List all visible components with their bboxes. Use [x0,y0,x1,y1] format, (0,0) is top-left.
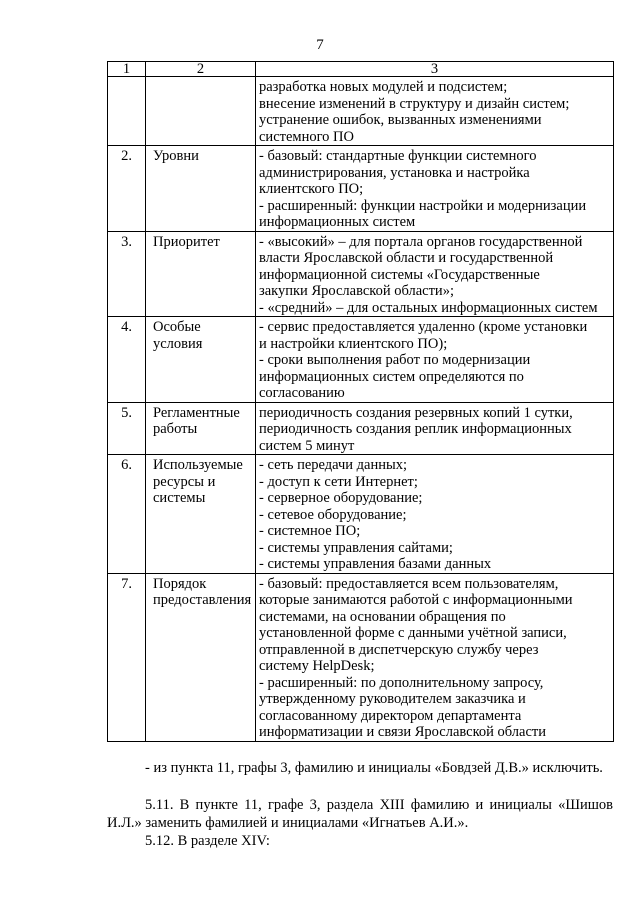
row-description-line: - «средний» – для остальных информационных систем [259,299,598,316]
row-description-cell [256,455,614,574]
table-row [108,573,614,741]
header-cell-1: 1 [108,62,146,77]
row-name-cell [146,573,256,741]
table-row [108,77,614,146]
row-description-line: - сервис предоставляется удаленно (кроме установки [259,319,588,335]
table-row [108,317,614,403]
row-name-line: Приоритет [153,233,220,250]
row-description-line: системами, на основании обращения по [259,608,506,625]
row-description-line: администрирования, установка и настройка [259,164,530,181]
row-description-line: периодичность создания реплик информационных [259,421,572,437]
row-number-cell: 3. [108,231,146,317]
row-description-line: устранение ошибок, вызванных изменениями [259,112,542,128]
table-row [108,402,614,455]
row-number-cell: 6. [108,455,146,574]
row-description-line: закупки Ярославской области»; [259,283,454,299]
row-description-line: власти Ярославской области и государственной [259,250,554,266]
row-name-line: Уровни [153,148,199,164]
row-description-line: - базовый: стандартные функции системного [259,148,537,164]
row-number-cell: 2. [108,146,146,232]
row-description-line: - «высокий» – для портала органов государственной [259,233,583,250]
row-description-line: - сеть передачи данных; [259,457,408,473]
row-name-line: предоставления [153,592,252,608]
row-description-line: информационных систем определяются по [259,368,524,385]
page-number: 7 [316,37,324,53]
row-description-cell [256,146,614,232]
row-number-cell: 5. [108,402,146,455]
header-cell-3: 3 [256,62,614,77]
row-name-line: Регламентные [153,404,240,421]
services-table [107,61,614,742]
row-description-line: периодичность создания резервных копий 1 сутки, [259,404,573,421]
row-description-line: - системное ПО; [259,523,361,539]
row-number-cell: 4. [108,317,146,403]
row-number-cell: 7. [108,573,146,741]
row-name-line: условия [153,335,203,352]
row-description-line: - расширенный: функции настройки и модернизации [259,197,587,214]
row-description-line: - расширенный: по дополнительному запросу, [259,674,544,691]
row-description-line: внесение изменений в структуру и дизайн систем; [259,95,570,112]
row-name-line: Порядок [153,575,207,592]
row-name-cell [146,317,256,403]
row-description-line: - системы управления базами данных [259,556,492,572]
row-description-line: установленной форме с данными учётной записи, [259,625,567,641]
row-name-line: работы [153,421,198,437]
row-name-cell [146,455,256,574]
row-description-line: согласованию [259,385,345,401]
row-description-line: системного ПО [259,128,354,145]
table-row [108,146,614,232]
row-description-line: информатизации и связи Ярославской области [259,724,547,740]
row-name-line: системы [153,490,206,506]
row-description-line: разработка новых модулей и подсистем; [259,79,508,95]
row-description-line: информационной системы «Государственные [259,266,540,283]
row-number-cell [108,77,146,146]
row-name-line: ресурсы и [153,473,216,490]
table-header-row [108,62,614,77]
row-name-cell [146,402,256,455]
row-name-line: Используемые [153,457,243,473]
row-description-line: и настройки клиентского ПО); [259,335,448,352]
paragraph-5-11: 5.11. В пункте 11, графе 3, раздела XIII фамилию и инициалы «Шишов И.Л.» заменить фамилией и инициалами «Игнатьев А.И.». [107,797,613,831]
row-description-line: - базовый: предоставляется всем пользователям, [259,575,559,592]
row-description-cell [256,317,614,403]
row-description-line: систему HelpDesk; [259,658,375,674]
row-description-cell [256,402,614,455]
row-description-line: - сетевое оборудование; [259,506,407,523]
table-body [108,62,614,742]
row-description-line: отправленной в диспетчерскую службу через [259,641,539,658]
header-cell-2: 2 [146,62,256,77]
row-name-cell [146,146,256,232]
row-description-line: утвержденному руководителем заказчика и [259,691,526,707]
row-name-cell [146,77,256,146]
row-name-line: Особые [153,319,201,335]
row-description-line: клиентского ПО; [259,181,364,197]
row-description-line: - доступ к сети Интернет; [259,473,418,490]
row-description-line: - сроки выполнения работ по модернизации [259,352,531,368]
row-name-cell [146,231,256,317]
row-description-cell [256,231,614,317]
row-description-line: - серверное оборудование; [259,490,423,506]
row-description-cell [256,573,614,741]
row-description-line: согласованному директором департамента [259,707,522,724]
paragraph-exclude: - из пункта 11, графы 3, фамилию и инициалы «Бовдзей Д.В.» исключить. [145,760,603,776]
row-description-line: систем 5 минут [259,437,355,454]
row-description-line: информационных систем [259,214,416,230]
table-row [108,231,614,317]
row-description-cell [256,77,614,146]
paragraph-5-12: 5.12. В разделе XIV: [145,833,270,849]
row-description-line: которые занимаются работой с информационными [259,592,573,608]
row-description-line: - системы управления сайтами; [259,539,453,556]
table-row [108,455,614,574]
